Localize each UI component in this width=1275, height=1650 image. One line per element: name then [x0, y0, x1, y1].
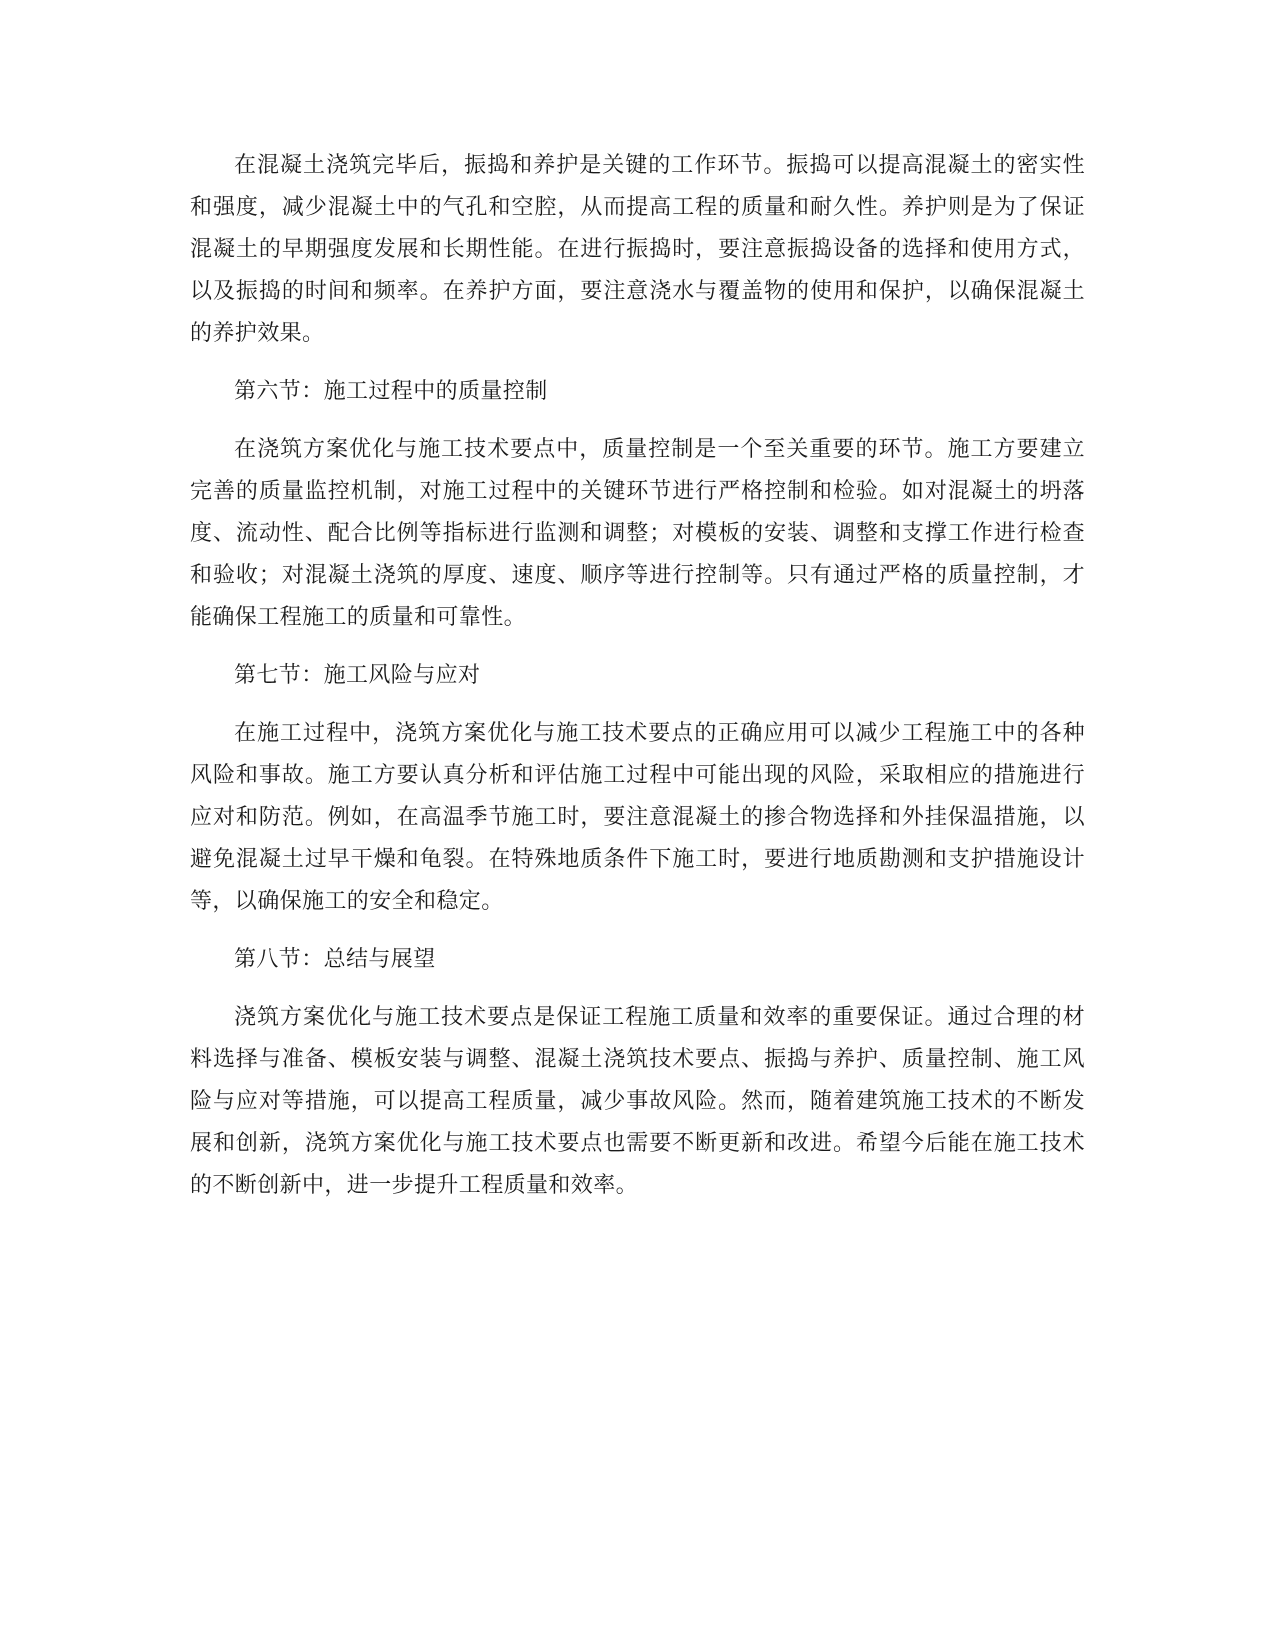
- paragraph-vibration-curing: 在混凝土浇筑完毕后，振捣和养护是关键的工作环节。振捣可以提高混凝土的密实性和强度，减少混凝土中的气孔和空腔，从而提高工程的质量和耐久性。养护则是为了保证混凝土的早期强度发展和长期性能。在进行振捣时，要注意振捣设备的选择和使用方式，以及振捣的时间和频率。在养护方面，要注意浇水与覆盖物的使用和保护，以确保混凝土的养护效果。: [190, 153, 1085, 346]
- paragraph-risk-response: 在施工过程中，浇筑方案优化与施工技术要点的正确应用可以减少工程施工中的各种风险和事故。施工方要认真分析和评估施工过程中可能出现的风险，采取相应的措施进行应对和防范。例如，在高温季节施工时，要注意混凝土的掺合物选择和外挂保温措施，以避免混凝土过早干燥和龟裂。在特殊地质条件下施工时，要进行地质勘测和支护措施设计等，以确保施工的安全和稳定。: [190, 721, 1085, 914]
- paragraph-quality-control: 在浇筑方案优化与施工技术要点中，质量控制是一个至关重要的环节。施工方要建立完善的质量监控机制，对施工过程中的关键环节进行严格控制和检验。如对混凝土的坍落度、流动性、配合比例等指标进行监测和调整；对模板的安装、调整和支撑工作进行检查和验收；对混凝土浇筑的厚度、速度、顺序等进行控制等。只有通过严格的质量控制，才能确保工程施工的质量和可靠性。: [190, 437, 1085, 630]
- spacer: [190, 355, 1085, 371]
- spacer: [190, 697, 1085, 713]
- document-body: [190, 145, 1085, 1207]
- section-heading-7: 第七节：施工风险与应对: [234, 663, 481, 688]
- spacer: [190, 413, 1085, 429]
- spacer: [190, 981, 1085, 997]
- section-heading-8: 第八节：总结与展望: [234, 947, 436, 972]
- section-heading-6: 第六节：施工过程中的质量控制: [234, 379, 548, 404]
- paragraph-summary-outlook: 浇筑方案优化与施工技术要点是保证工程施工质量和效率的重要保证。通过合理的材料选择与准备、模板安装与调整、混凝土浇筑技术要点、振捣与养护、质量控制、施工风险与应对等措施，可以提高工程质量，减少事故风险。然而，随着建筑施工技术的不断发展和创新，浇筑方案优化与施工技术要点也需要不断更新和改进。希望今后能在施工技术的不断创新中，进一步提升工程质量和效率。: [190, 1005, 1085, 1198]
- spacer: [190, 639, 1085, 655]
- spacer: [190, 923, 1085, 939]
